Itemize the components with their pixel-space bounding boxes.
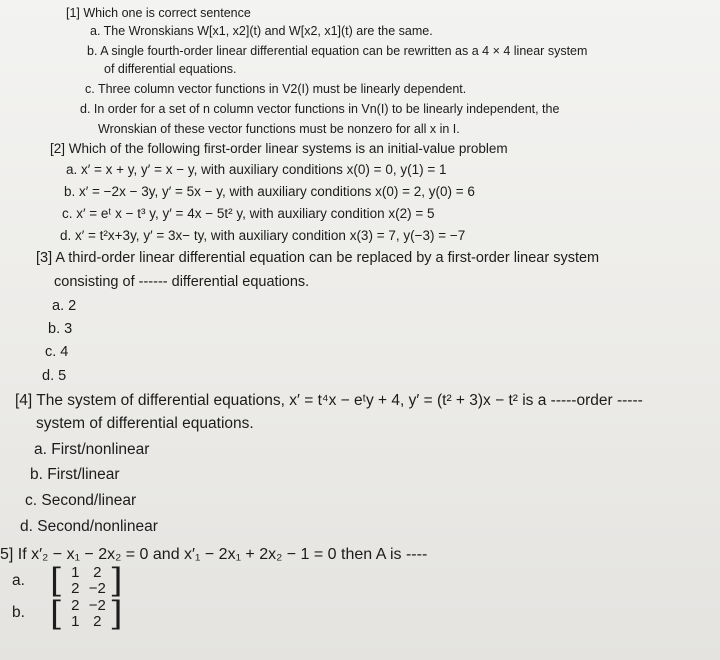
q4-option-a: a. First/nonlinear	[34, 441, 150, 458]
matrix-cell: 2	[93, 564, 102, 581]
q3-option-b: b. 3	[48, 321, 73, 337]
q5-option-a-label: a.	[12, 572, 25, 589]
q1-stem: [1] Which one is correct sentence	[66, 6, 251, 20]
matrix-cell: 2	[71, 580, 80, 597]
q3-stem-line1: [3] A third-order linear differential equation can be replaced by a first-order linear system	[36, 250, 600, 266]
q3-option-a: a. 2	[52, 298, 77, 314]
q2-option-d: d. x′ = t²x+3y, y′ = 3x− ty, with auxiliary condition x(3) = 7, y(−3) = −7	[60, 228, 466, 243]
matrix-cell: 1	[71, 564, 80, 581]
q2-option-c: c. x′ = eᵗ x − t³ y, y′ = 4x − 5t² y, with auxiliary condition x(2) = 5	[62, 206, 435, 221]
q4-stem-line1: [4] The system of differential equations, x′ = t⁴x − eᵗy + 4, y′ = (t² + 3)x − t² is a -----order -----	[15, 392, 643, 409]
q4-option-d: d. Second/nonlinear	[20, 518, 158, 535]
q3-stem-line2: consisting of ------ differential equations.	[54, 274, 310, 290]
q4-option-b: b. First/linear	[30, 466, 120, 483]
right-bracket: ]	[109, 561, 123, 601]
q5-stem: 5] If x′₂ − x₁ − 2x₂ = 0 and x′₁ − 2x₁ + 2x₂ − 1 = 0 then A is ----	[0, 546, 428, 563]
q5-option-a-matrix	[50, 561, 123, 601]
q3-option-c: c. 4	[45, 344, 69, 360]
right-bracket: ]	[109, 594, 123, 634]
left-bracket: [	[50, 561, 64, 601]
q4-option-c: c. Second/linear	[25, 492, 137, 509]
matrix-cell: −2	[88, 580, 106, 597]
q1-option-a: a. The Wronskians W[x1, x2](t) and W[x2, x1](t) are the same.	[90, 24, 433, 38]
q1-option-d-line1: d. In order for a set of n column vector functions in Vn(I) to be linearly independent, the	[80, 102, 560, 116]
q5-option-b-matrix	[50, 594, 123, 634]
q1-option-d-line2: Wronskian of these vector functions must be nonzero for all x in I.	[98, 122, 460, 136]
matrix-cell: 2	[93, 613, 102, 630]
matrix-cell: 2	[71, 597, 80, 614]
q5-option-b-label: b.	[12, 604, 25, 621]
q1-option-c: c. Three column vector functions in V2(I) must be linearly dependent.	[85, 82, 467, 96]
q1-option-b-line1: b. A single fourth-order linear differential equation can be rewritten as a 4 × 4 linear system	[87, 44, 588, 58]
q3-option-d: d. 5	[42, 368, 67, 384]
left-bracket: [	[50, 594, 64, 634]
q2-option-b: b. x′ = −2x − 3y, y′ = 5x − y, with auxiliary conditions x(0) = 2, y(0) = 6	[64, 184, 475, 199]
q1-option-b-line2: of differential equations.	[104, 62, 237, 76]
matrix-cell: −2	[88, 597, 106, 614]
q4-stem-line2: system of differential equations.	[36, 415, 254, 432]
q2-stem: [2] Which of the following first-order linear systems is an initial-value problem	[50, 141, 508, 156]
q2-option-a: a. x′ = x + y, y′ = x − y, with auxiliary conditions x(0) = 0, y(1) = 1	[66, 162, 447, 177]
matrix-cell: 1	[71, 613, 80, 630]
